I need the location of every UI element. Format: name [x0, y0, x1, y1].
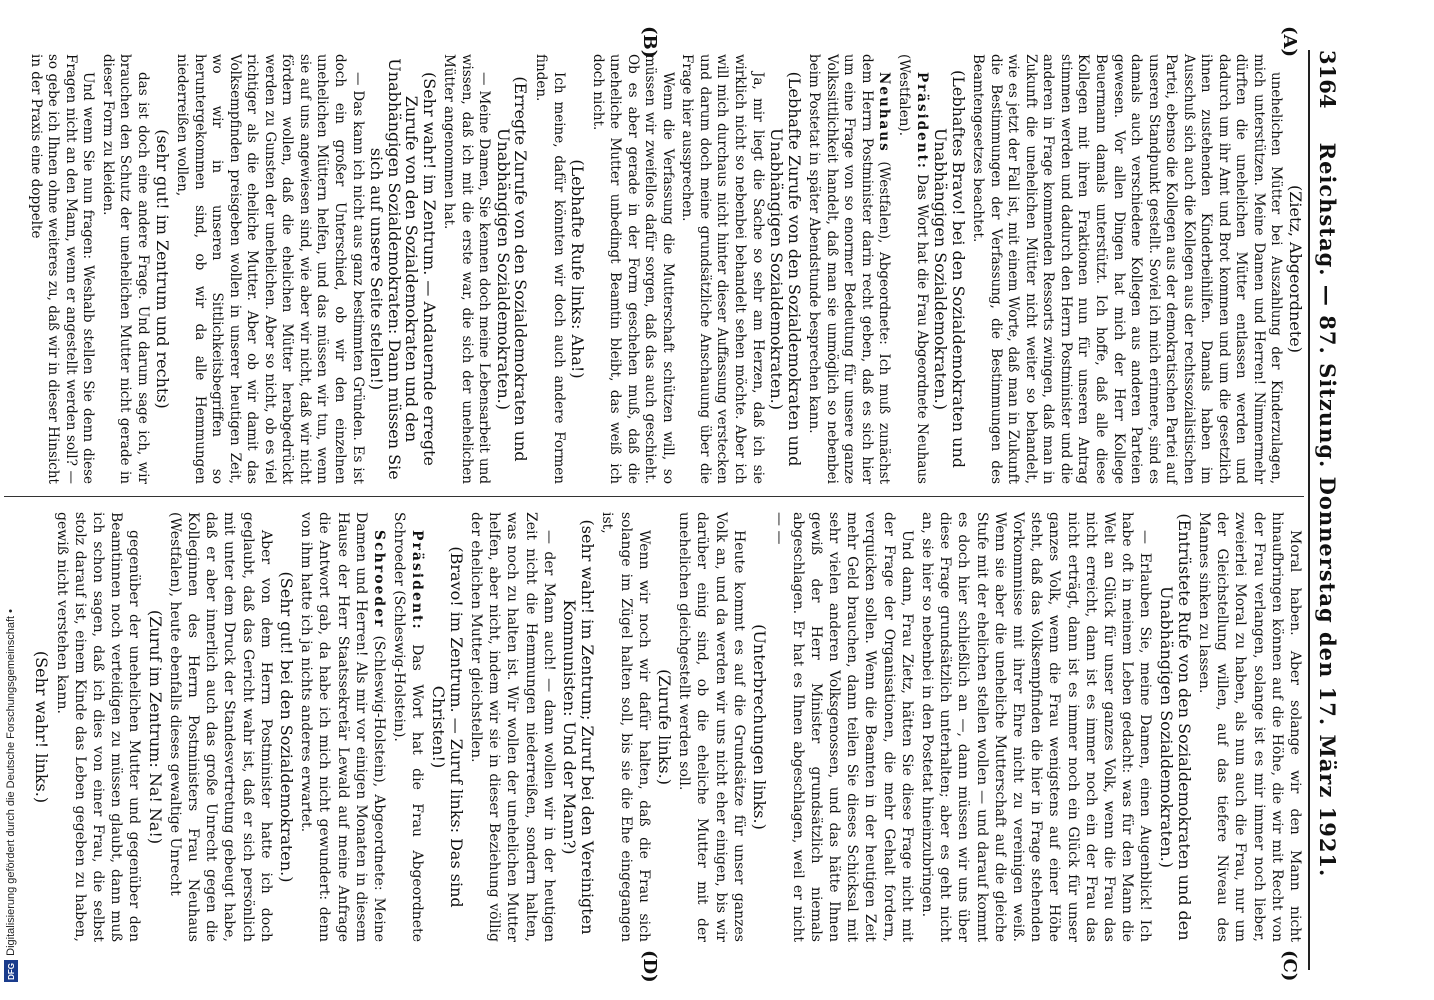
paragraph [894, 54, 929, 484]
paragraph: das ist doch eine andere Frage. Und darum sage ich, wir brauchen den Schutz der unehelichen Mutter nicht gerade in dieser Form zu kleiden. [99, 54, 151, 484]
page-number: 3164 [1315, 50, 1340, 109]
speech-text: Das Wort hat die Frau Abgeordnete Neuhaus (Westfalen). [895, 54, 930, 484]
interjection: (Bravo! im Zentrum. — Zuruf links: Das sind Christen!) [428, 546, 466, 908]
page-header [1310, 50, 1338, 970]
paragraph: — der Mann auch! — dann wollen wir in der heutigen Zeit nicht die Hemmungen niederreißen, sondern halten, was noch zu halten ist. Wir wollen der unehelichen Mutter helfen, aber nicht, indem wir sie in dieser Beziehung völlig der ehelichen Mutter gleichstellen. [468, 512, 557, 942]
interjection: (Sehr wahr! im Zentrum. — Andauernde erregte Zurufe von den Sozialdemokraten und den Unabhängigen Sozialdemokraten: Dann müssen Sie sich auf unsere Seite stellen!) [367, 58, 439, 480]
left-column [24, 54, 1304, 484]
paragraph: Und dann, Frau Zietz, hätten Sie diese Frage nicht mit der Frage der Organisationen, die mehr Gehalt fordern, verquicken sollen. Wenn die Beamten in der heutigen Zeit mehr Geld brauchen, dann teilen Sie dieses Schicksal mit sehr vielen anderen Volksgenossen, und das hätte Ihnen gewiß der Herr Minister grundsätzlich niemals abgeschlagen. Er hat es Ihnen abgeschlagen, weil er nicht — — [771, 512, 915, 942]
interjection: (Lebhaftes Bravo! bei den Sozialdemokraten und Unabhängigen Sozialdemokraten.) [931, 69, 968, 469]
paragraph [297, 512, 388, 942]
rotated-document-page [0, 20, 1340, 983]
funding-text: Digitalisierung gefördert durch die Deutsche Forschungsgemeinschaft • [5, 609, 17, 956]
paragraph [805, 54, 893, 484]
speaker-name: Präsident: [409, 530, 426, 631]
paragraph: unehelichen Mütter bei Auszahlung der Kinderzulagen, mich unterstützen. Meine Damen und Herren! Nimmermehr dürften die unehelichen Mütter entlassen werden und dadurch um ihr Amt und Brot kommen und um die gesetzlich ihnen zustehenden Kinderbeihilfen. Damals haben im Ausschuß sich auch die Kollegen aus der rechtssozialistischen Partei, ebenso die Kollegen aus der demokratischen Partei auf unseren Standpunkt gestellt. Soviel ich mich erinnere, sind es damals auch verschiedene Kollegen aus anderen Parteien gewesen. Vor allen Dingen hat mich der Herr Kollege Beuermann damals unterstützt. Ich hoffe, daß alle diese Kollegen mit ihren Fraktionen nun für unseren Antrag stimmen werden und dadurch den Herrn Postminister und die anderen in Frage kommenden Ressorts zwingen, daß man in Zukunft die unehelichen Mütter nicht weiter so behandelt, wie es jetzt der Fall ist, mit einem Worte, daß man in Zukunft die Bestimmungen der Verfassung, die Bestimmungen des Beamtengesetzes beachtet. [970, 54, 1285, 484]
interjection: (Sehr wahr! links.) [32, 650, 52, 804]
interjection: (Erregte Zurufe von den Sozialdemokraten und Unabhängigen Sozialdemokraten.) [493, 76, 531, 462]
margin-marker-b: (B) [639, 26, 660, 59]
paragraph: Ich meine, dafür könnten wir doch auch andere Formen finden. [533, 54, 567, 484]
interjection: (sehr wahr! im Zentrum; Zuruf bei den Vereinigten Kommunisten: Und der Mann?) [560, 519, 598, 935]
dfg-logo-text: DFG [6, 962, 16, 980]
interjection: (Lebhafte Zurufe von den Sozialdemokraten und Unabhängigen Sozialdemokraten.) [767, 71, 804, 467]
interjection: (Lebhafte Rufe links: Aha!) [568, 159, 588, 379]
paragraph: — Erlauben Sie, meine Damen, einen Augenblick! Ich habe oft in meinem Leben gedacht: was für den Mann die Welt an Glück für unser ganzes Volk, wenn die Frau das nicht erreicht, dann ist es immer noch ein der Frau das nicht erträgt, dann ist es immer noch ein Glück für unser ganzes Volk, wenn die Frau wenigstens auf einer Höhe steht, daß das Volksempfinden die hier in Frage stehenden Vorkommnisse mit ihrer Ehre nicht zu vereinigen weiß. Wenn sie aber die uneheliche Mutterschaft auf die gleiche Stufe mit der ehelichen stellen wollen — und darauf kommt es doch hier schließlich an —, dann müssen wir uns über diese Frage grundsätzlich unterhalten; aber es geht nicht an, sie hier so nebenbei in den Postetat hineinzubringen. [918, 512, 1154, 942]
paragraph: — Meine Damen, Sie kennen doch meine Lebensarbeit und wissen, daß ich mit die erste war, die sich der unehelichen Mütter angenommen hat. [441, 54, 493, 484]
paragraph: — Das kann ich nicht aus ganz bestimmten Gründen. Es ist doch ein großer Unterschied, ob wir den einzelnen unehelichen Müttern helfen, und das müssen wir tun, wenn sie auf uns angewiesen sind, wie aber wir nicht, daß wir nicht fördern wollen, daß die ehelichen Mütter herabgedrückt werden zu Gunsten der unehelichen. Aber so nicht, ob es viel richtiger als die eheliche Mutter. Aber ob wir damit das Volksempfinden preisgeben wollen in unserer heutigen Zeit, wo wir in unseren Sittlichkeitsbegriffen so heruntergekommen sind, ob wir da alle Hemmungen niederreißen wollen, [174, 54, 366, 484]
paragraph: Und wenn Sie nun fragen: Weshalb stellen Sie denn diese Fragen nicht an den Mann, wenn er angestellt werden soll? — so gebe ich Ihnen ohne weiteres zu, daß wir in dieser Hinsicht in der Praxis eine doppelte [27, 54, 97, 484]
paragraph: gegenüber der unehelichen Mutter und gegenüber den Beamtinnen noch verteidigen zu müssen glaubt, dann muß ich schon sagen, daß ich dies von einer Frau, die selbst stolz darauf ist, einem Kinde das Leben gegeben zu haben, gewiß nicht verstehen kann. [53, 512, 143, 942]
speaker-name: Neuhaus [876, 72, 893, 153]
interjection: (Zietz, Abgeordnete) [1286, 185, 1305, 353]
interjection: (Zuruf im Zentrum: Na! Na!) [145, 609, 165, 845]
header-rule [1308, 50, 1310, 970]
interjection: (sehr gut! im Zentrum und rechts) [152, 129, 172, 409]
right-column [30, 512, 1304, 942]
speaker-name: Schroeder [371, 530, 388, 629]
interjection: (Entrüstete Rufe von den Sozialdemokraten und den Unabhängigen Sozialdemokraten.) [1156, 513, 1194, 941]
speaker-name: Präsident: [913, 72, 930, 170]
margin-marker-a: (A) [1279, 26, 1300, 57]
speech-text: (Westfalen), Abgeordnete: Ich muß zunächst dem Herrn Postminister darin recht geben, daß es sich hier um eine Frage von so enormer Bedeutung für unsere ganze Volkssittlichkeit handelt, daß man sie unmöglich so nebenbei beim Postetat in später Abendstunde besprechen kann. [806, 54, 893, 484]
paragraph [390, 512, 426, 942]
funding-note [2, 32, 20, 982]
interjection: (Sehr gut! bei den Sozialdemokraten.) [277, 571, 297, 883]
paragraph: Moral haben. Aber solange wir den Mann nicht hinaufbringen können auf die Höhe, die wir mit Recht von der Frau verlangen, solange ist es mir immer noch lieber, zweierlei Moral zu haben, als nun auch die Frau, nur um der Gleichstellung willen, auf das tiefere Niveau des Mannes sinken zu lassen. [1195, 512, 1303, 942]
speech-text: Das Wort hat die Frau Abgeordnete Schroeder (Schleswig-Holstein). [391, 512, 426, 942]
paragraph: Wenn die Verfassung die Mutterschaft schützen will, so müssen wir zweifellos dafür sorgen, daß das auch geschieht. Ob es aber gerade in der Form geschehen muß, daß die uneheliche Mutter unbedingt Beamtin bleibt, das weiß ich doch nicht. [589, 54, 676, 484]
speech-text: (Schleswig-Holstein), Abgeordnete: Meine Damen und Herren! Als mir vor einigen Monaten in diesem Hause der Herr Staatssekretär Lewald auf meine Anfrage die Antwort gab, da habe ich mich nicht gewundert: denn von ihm hatte ich ja nichts anderes erwartet. [298, 512, 388, 942]
interjection: (Zurufe links.) [655, 669, 675, 785]
interjection: (Unterbrechungen links.) [750, 624, 770, 830]
paragraph: Heute kommt es auf die Grundsätze für unser ganzes Volk an, und da werden wir uns nicht eher einigen, bis wir darüber einig sind, ob die eheliche Mutter mit der unehelichen gleichgestellt werden soll. [676, 512, 747, 942]
column-divider [4, 496, 1304, 497]
margin-marker-d: (D) [639, 950, 660, 983]
paragraph: Wenn wir noch wir dafür halten, daß die Frau sich solange im Zügel halten soll, bis sie die Ehe eingegangen ist, [599, 512, 652, 942]
paragraph: Aber von dem Herrn Postminister hatte ich doch geglaubt, daß das Gericht wahr ist, daß er sich persönlich mit unter dem Druck der Standesvertretung gebeugt habe, daß er aber innerlich auch das große Unrecht gegen die Kolleginnen des Herrn Postministers Frau Neuhaus (Westfalen), heute ebenfalls dieses gewaltige Unrecht [166, 512, 274, 942]
page-title: Reichstag. — 87. Sitzung. Donnerstag den 17. März 1921. [1315, 142, 1340, 878]
paragraph: Ja, mir liegt die Sache so sehr am Herzen, daß ich sie wirklich nicht so nebenbei behandelt sehen möchte. Aber ich will mich durchaus nicht hinter dieser Auffassung verstecken und darum doch meine grundsätzliche Anschauung über die Frage hier aussprechen. [679, 54, 766, 484]
dfg-logo [4, 960, 18, 982]
margin-marker-c: (C) [1279, 950, 1300, 982]
